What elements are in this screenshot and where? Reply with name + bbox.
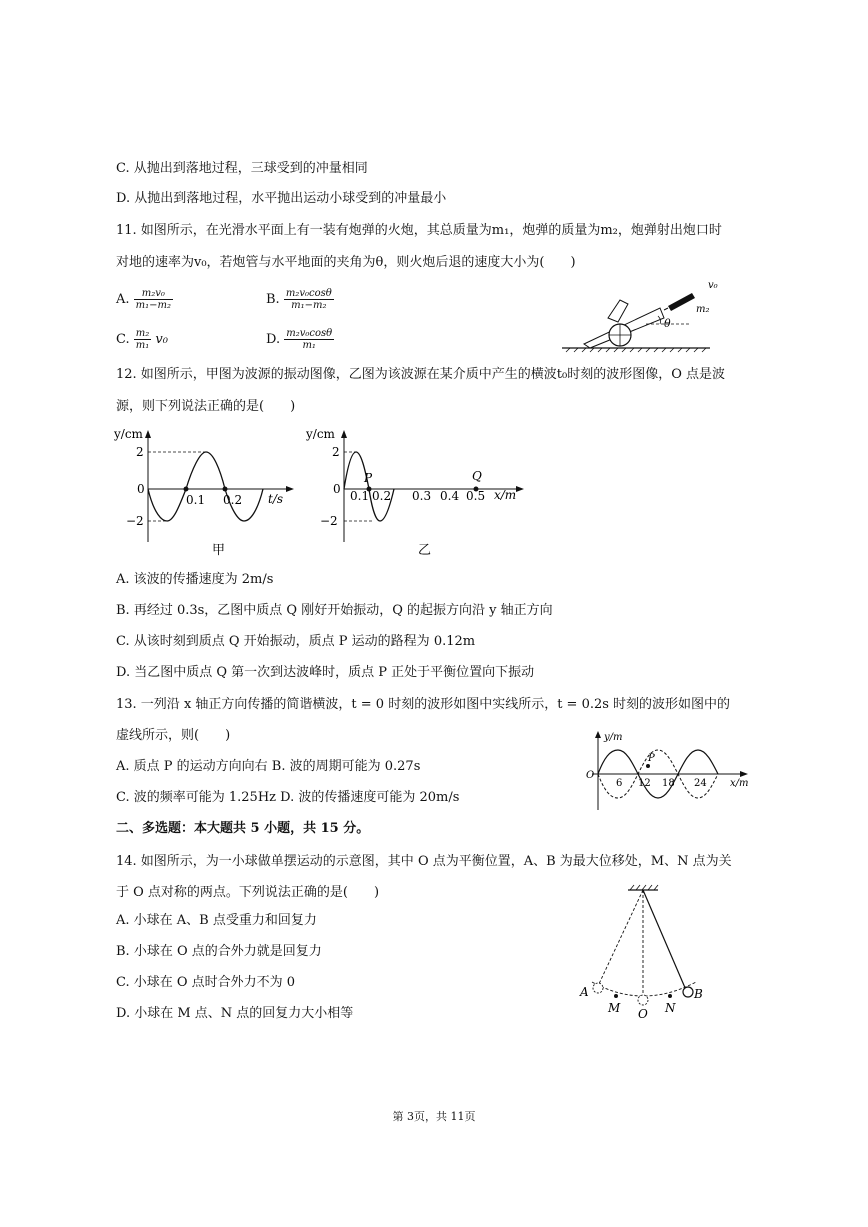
q12-yi-ytick-0: 0 xyxy=(333,482,341,496)
q12-jia-ytick-2: 2 xyxy=(136,445,144,459)
q12-yi-xtick-02: 0.2 xyxy=(372,489,392,503)
q11-option-a: A. $\frac{\text{m₂v₀}}{\text{m₁−m₂}}$ xyxy=(116,288,172,311)
q10-option-c: C. 从抛出到落地过程，三球受到的冲量相同 xyxy=(116,161,368,176)
q12-jia-xtick-02: 0.2 xyxy=(223,493,243,507)
q13-point-p: P xyxy=(648,753,655,764)
q14-option-c: C. 小球在 O 点时合外力不为 0 xyxy=(116,975,296,990)
q14-label-m: M xyxy=(608,1001,621,1015)
q13-xtick-12: 12 xyxy=(638,778,651,789)
q13-options-cd: C. 波的频率可能为 1.25Hz D. 波的传播速度可能为 20m/s xyxy=(116,790,460,805)
q12-yi-xtick-05: 0.5 xyxy=(466,489,486,503)
q13-stem-line2: 虚线所示，则( ) xyxy=(116,728,231,743)
q12-yi-ytick-2: 2 xyxy=(332,445,340,459)
q13-options-ab: A. 质点 P 的运动方向向右 B. 波的周期可能为 0.27s xyxy=(116,759,421,774)
q11-option-d-fraction: $\frac{\text{m₂v₀cosθ}}{\text{m₁}}$ xyxy=(286,328,333,351)
q12-jia-caption: 甲 xyxy=(212,543,226,558)
q12-jia-ytick-neg2: −2 xyxy=(126,514,144,528)
q13-xtick-18: 18 xyxy=(662,778,675,789)
q12-figure-yi xyxy=(300,424,535,564)
q12-jia-ytick-0: 0 xyxy=(137,482,145,496)
q14-label-n: N xyxy=(665,1001,676,1015)
q11-m2-label: m₂ xyxy=(696,304,710,315)
q11-option-b-fraction: $\frac{\text{m₂v₀cosθ}}{\text{m₁−m₂}}$ xyxy=(285,288,332,311)
q13-origin: O xyxy=(586,770,595,781)
q12-yi-xlabel: x/m xyxy=(494,488,517,502)
q11-theta-label: θ xyxy=(664,317,671,330)
q10-option-d: D. 从抛出到落地过程，水平抛出运动小球受到的冲量最小 xyxy=(116,191,447,206)
q11-stem-line1: 11. 如图所示，在光滑水平面上有一装有炮弹的火炮，其总质量为m₁，炮弹的质量为m₂，炮弹射出炮口时 xyxy=(116,223,722,238)
q12-yi-xtick-01: 0.1 xyxy=(350,489,370,503)
q11-option-c-fraction: $\frac{\text{m₂}}{\text{m₁}}$ xyxy=(135,328,150,351)
q12-stem-line1: 12. 如图所示，甲图为波源的振动图像，乙图为该波源在某介质中产生的横波t₀时刻的波形图像，O 点是波 xyxy=(116,367,726,382)
q13-wave-figure xyxy=(582,728,757,813)
q12-yi-xtick-04: 0.4 xyxy=(440,489,460,503)
q12-jia-xtick-01: 0.1 xyxy=(186,493,206,507)
q12-option-c: C. 从该时刻到质点 Q 开始振动，质点 P 运动的路程为 0.12m xyxy=(116,634,476,649)
q11-option-a-fraction: $\frac{\text{m₂v₀}}{\text{m₁−m₂}}$ xyxy=(135,288,172,311)
q14-option-a: A. 小球在 A、B 点受重力和回复力 xyxy=(116,913,317,928)
q13-stem-line1: 13. 一列沿 x 轴正方向传播的简谐横波，t = 0 时刻的波形如图中实线所示，t = 0.2s 时刻的波形如图中的 xyxy=(116,697,731,712)
q12-option-d: D. 当乙图中质点 Q 第一次到达波峰时，质点 P 正处于平衡位置向下振动 xyxy=(116,665,535,680)
page-footer: 第 3页，共 11页 xyxy=(392,1110,476,1123)
q14-option-b: B. 小球在 O 点的合外力就是回复力 xyxy=(116,944,322,959)
q11-cannon-figure xyxy=(560,278,720,354)
q11-option-b: B. $\frac{\text{m₂v₀cosθ}}{\text{m₁−m₂}}$ xyxy=(266,288,332,311)
q12-yi-point-q: Q xyxy=(472,469,482,483)
q14-option-d: D. 小球在 M 点、N 点的回复力大小相等 xyxy=(116,1006,354,1021)
q13-xtick-24: 24 xyxy=(694,778,707,789)
q12-jia-xlabel: t/s xyxy=(268,492,284,506)
q12-stem-line2: 源，则下列说法正确的是( ) xyxy=(116,399,296,414)
q12-yi-xtick-03: 0.3 xyxy=(412,489,432,503)
q14-stem-line2: 于 O 点对称的两点。下列说法正确的是( ) xyxy=(116,885,380,900)
section-2-heading: 二、多选题：本大题共 5 小题，共 15 分。 xyxy=(116,821,370,836)
q14-label-o: O xyxy=(638,1007,648,1021)
q14-label-a: A xyxy=(580,985,589,999)
q11-option-c: C. $\frac{\text{m₂}}{\text{m₁}}$ v₀ xyxy=(116,328,168,351)
q11-v0-label: v₀ xyxy=(708,280,718,291)
q12-jia-ylabel: y/cm xyxy=(114,427,143,441)
q11-stem-line2: 对地的速率为v₀，若炮管与水平地面的夹角为θ，则火炮后退的速度大小为( ) xyxy=(116,255,576,270)
q12-option-b: B. 再经过 0.3s，乙图中质点 Q 刚好开始振动，Q 的起振方向沿 y 轴正方向 xyxy=(116,603,553,618)
q12-yi-ylabel: y/cm xyxy=(306,427,335,441)
q12-yi-point-p: P xyxy=(364,471,373,485)
q12-yi-ytick-neg2: −2 xyxy=(320,514,338,528)
q14-pendulum-figure xyxy=(570,882,720,1022)
q14-label-b: B xyxy=(694,987,703,1001)
q13-xtick-6: 6 xyxy=(616,778,623,789)
q12-figure-jia xyxy=(110,424,300,564)
q14-stem-line1: 14. 如图所示，为一小球做单摆运动的示意图，其中 O 点为平衡位置，A、B 为最大位移处，M、N 点为关 xyxy=(116,854,732,869)
q13-xlabel: x/m xyxy=(730,778,749,789)
q11-option-d: D. $\frac{\text{m₂v₀cosθ}}{\text{m₁}}$ xyxy=(266,328,333,351)
q12-yi-caption: 乙 xyxy=(418,543,432,558)
q12-option-a: A. 该波的传播速度为 2m/s xyxy=(116,572,274,587)
q13-ylabel: y/m xyxy=(604,732,623,743)
